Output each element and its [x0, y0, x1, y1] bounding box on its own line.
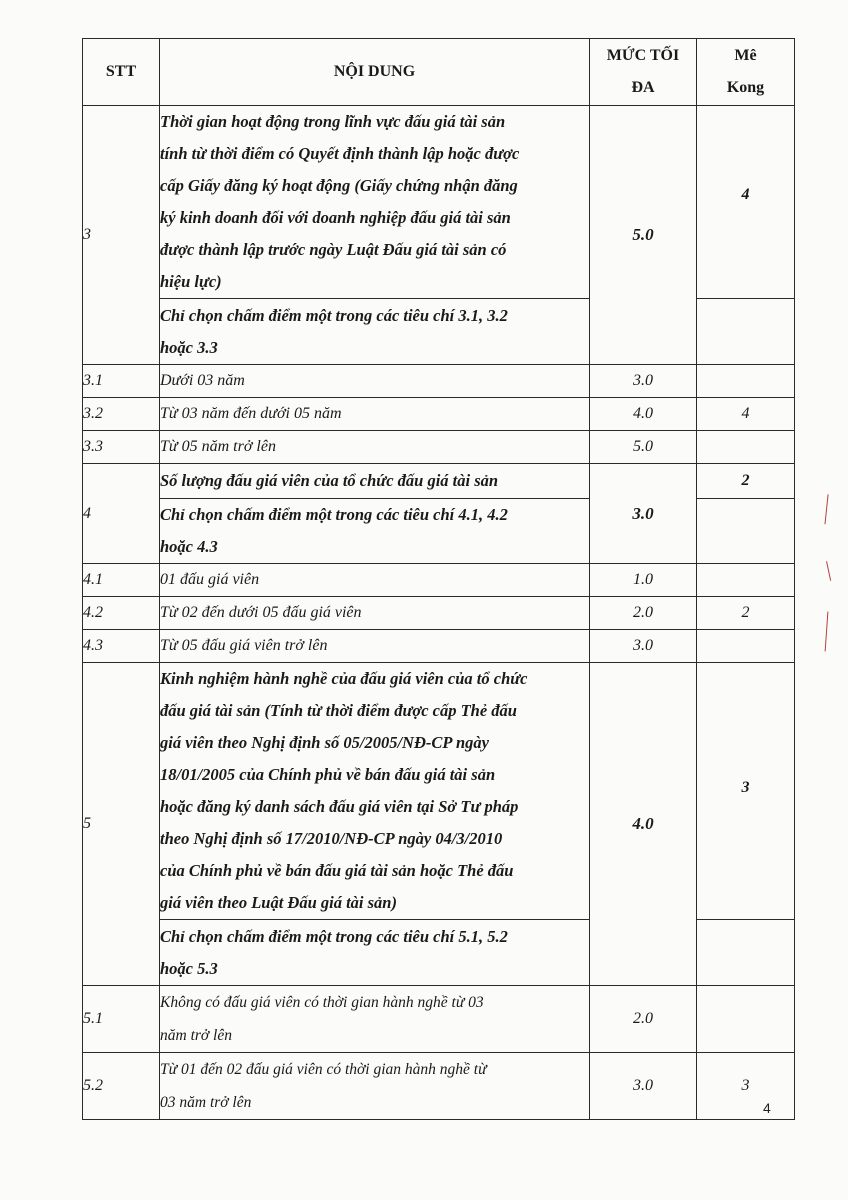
row-content: Từ 05 năm trở lên — [160, 431, 590, 464]
table-row — [83, 630, 795, 663]
margin-pen-mark — [824, 494, 842, 525]
row-content: Chỉ chọn chấm điểm một trong các tiêu chí 4.1, 4.2 hoặc 4.3 — [160, 499, 590, 564]
row-content: Không có đấu giá viên có thời gian hành nghề từ 03 năm trở lên — [160, 986, 590, 1053]
table-row — [83, 365, 795, 398]
row-mekong-score — [697, 299, 795, 365]
table-row — [83, 564, 795, 597]
header-content: NỘI DUNG — [160, 39, 590, 106]
table-row — [83, 464, 795, 499]
row-stt: 4 — [83, 464, 160, 564]
row-content: Kinh nghiệm hành nghề của đấu giá viên của tổ chức đấu giá tài sản (Tính từ thời điểm được cấp Thẻ đấu giá viên theo Nghị định số 05/2005/NĐ-CP ngày 18/01/2005 của Chính phủ về bán đấu giá tài sản hoặc đăng ký danh sách đấu giá viên tại Sở Tư pháp theo Nghị định số 17/2010/NĐ-CP ngày 04/3/2010 của Chính phủ về bán đấu giá tài sản hoặc Thẻ đấu giá viên theo Luật Đấu giá tài sản) — [160, 663, 590, 920]
row-stt: 3.3 — [83, 431, 160, 464]
row-content: Chỉ chọn chấm điểm một trong các tiêu chí 5.1, 5.2 hoặc 5.3 — [160, 920, 590, 986]
row-max-score: 3.0 — [590, 365, 697, 398]
row-max-score: 2.0 — [590, 986, 697, 1053]
page-number: 4 — [763, 1100, 771, 1116]
table-row — [83, 986, 795, 1053]
row-content: Số lượng đấu giá viên của tổ chức đấu giá tài sản — [160, 464, 590, 499]
row-stt: 5 — [83, 663, 160, 986]
row-content: Dưới 03 năm — [160, 365, 590, 398]
row-mekong-score — [697, 986, 795, 1053]
row-max-score: 3.0 — [590, 1053, 697, 1120]
margin-pen-mark — [826, 559, 841, 581]
row-mekong-score: 2 — [697, 597, 795, 630]
row-stt: 4.2 — [83, 597, 160, 630]
table-row — [83, 1053, 795, 1120]
row-max-score: 5.0 — [590, 431, 697, 464]
header-max-score: MỨC TỐI ĐA — [590, 39, 697, 106]
row-max-score: 4.0 — [590, 398, 697, 431]
row-mekong-score: 2 — [697, 464, 795, 499]
row-stt: 5.1 — [83, 986, 160, 1053]
row-stt: 3.1 — [83, 365, 160, 398]
row-max-score: 3.0 — [590, 630, 697, 663]
row-content: Thời gian hoạt động trong lĩnh vực đấu giá tài sản tính từ thời điểm có Quyết định thành lập hoặc được cấp Giấy đăng ký hoạt động (Giấy chứng nhận đăng ký kinh doanh đối với doanh nghiệp đấu giá tài sản được thành lập trước ngày Luật Đấu giá tài sản có hiệu lực) — [160, 106, 590, 299]
header-mekong: Mê Kong — [697, 39, 795, 106]
row-mekong-score — [697, 920, 795, 986]
row-max-score: 3.0 — [590, 464, 697, 564]
row-max-score: 5.0 — [590, 106, 697, 365]
row-stt: 3 — [83, 106, 160, 365]
row-max-score: 2.0 — [590, 597, 697, 630]
row-mekong-score: 3 — [697, 663, 795, 920]
row-stt: 4.3 — [83, 630, 160, 663]
row-content: 01 đấu giá viên — [160, 564, 590, 597]
row-stt: 3.2 — [83, 398, 160, 431]
row-content: Từ 02 đến dưới 05 đấu giá viên — [160, 597, 590, 630]
row-content: Chỉ chọn chấm điểm một trong các tiêu chí 3.1, 3.2 hoặc 3.3 — [160, 299, 590, 365]
table-row — [83, 431, 795, 464]
row-mekong-score — [697, 630, 795, 663]
row-content: Từ 01 đến 02 đấu giá viên có thời gian hành nghề từ 03 năm trở lên — [160, 1053, 590, 1120]
row-content: Từ 05 đấu giá viên trở lên — [160, 630, 590, 663]
criteria-score-table — [82, 38, 795, 1120]
margin-pen-mark — [825, 612, 843, 653]
table-header-row — [83, 39, 795, 106]
row-content: Từ 03 năm đến dưới 05 năm — [160, 398, 590, 431]
table-row — [83, 663, 795, 920]
row-max-score: 1.0 — [590, 564, 697, 597]
row-stt: 5.2 — [83, 1053, 160, 1120]
header-stt: STT — [83, 39, 160, 106]
row-stt: 4.1 — [83, 564, 160, 597]
table-row — [83, 106, 795, 299]
row-max-score: 4.0 — [590, 663, 697, 986]
row-mekong-score — [697, 431, 795, 464]
row-mekong-score — [697, 564, 795, 597]
table-row — [83, 597, 795, 630]
row-mekong-score: 3 — [697, 1053, 795, 1120]
row-mekong-score: 4 — [697, 398, 795, 431]
table-row — [83, 398, 795, 431]
row-mekong-score — [697, 365, 795, 398]
row-mekong-score — [697, 499, 795, 564]
row-mekong-score: 4 — [697, 106, 795, 299]
